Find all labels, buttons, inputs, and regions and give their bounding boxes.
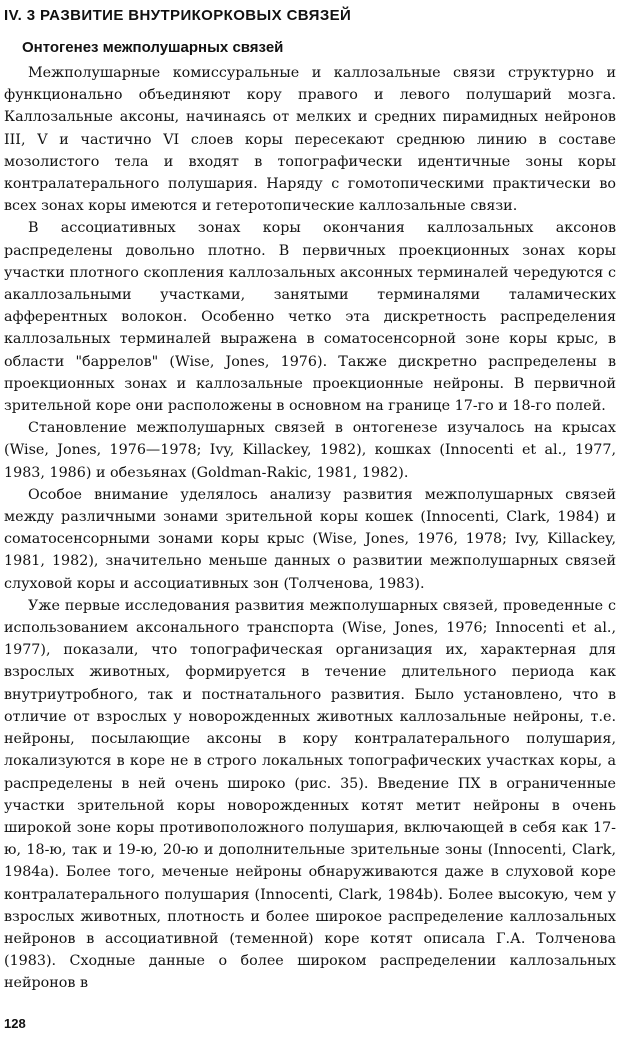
paragraph: Уже первые исследования развития межполушарных связей, проведенные с использованием аксонального транспорта (Wise, Jones, 1976; Innocenti et al., 1977), показали, что топографическая организация их, характерная для взрослых животных, формируется в течение длительного периода как внутриутробного, так и постнатального развития. Было установлено, что в отличие от взрослых у новорожденных животных каллозальные нейроны, т.е. нейроны, посылающие аксоны в кору контралатерального полушария, локализуются в коре не в строго локальных топографических участках коры, а распределены в ней очень широко (рис. 35). Введение ПХ в ограниченные участки зрительной коры новорожденных котят метит нейроны в очень широкой зоне коры противоположного полушария, включающей в себя как 17-ю, 18-ю, так и 19-ю, 20-ю и дополнительные зрительные зоны (Innocenti, Clark, 1984a). Более того, меченые нейроны обнаруживаются даже в слуховой коре контралатерального полушария (Innocenti, Clark, 1984b). Более высокую, чем у взрослых животных, плотность и более широкое распределение каллозальных нейронов в ассоциативной (теменной) коре котят описала Г.А. Толченова (1983). Сходные данные о более широком распределении каллозальных нейронов в [4,597,616,992]
paragraph: В ассоциативных зонах коры окончания каллозальных аксонов распределены довольно плотно. В первичных проекционных зонах коры участки плотного скопления каллозальных аксонных терминалей чередуются с акаллозальными участками, занятыми терминалями таламических афферентных волокон. Особенно четко эта дискретность распределения каллозальных терминалей выражена в соматосенсорной зоне коры крыс, в области "баррелов" (Wise, Jones, 1976). Также дискретно распределены в проекционных зонах и каллозальные проекционные нейроны. В первичной зрительной коре они расположены в основном на границе 17-го и 18-го полей. [4,220,616,415]
body-text [4,62,616,995]
paragraph: Особое внимание уделялось анализу развития межполушарных связей между различными зонами зрительной коры кошек (Innocenti, Clark, 1984) и соматосенсорными зонами коры крыс (Wise, Jones, 1976, 1978; Ivy, Killackey, 1981, 1982), значительно меньше данных о развитии межполушарных связей слуховой коры и ассоциативных зон (Толченова, 1983). [4,486,616,592]
paragraph: Становление межполушарных связей в онтогенезе изучалось на крысах (Wise, Jones, 1976—1978; Ivy, Killackey, 1982), кошках (Innocenti et al., 1977, 1983, 1986) и обезьянах (Goldman-Rakic, 1981, 1982). [4,420,616,481]
chapter-title: IV. 3 РАЗВИТИЕ ВНУТРИКОРКОВЫХ СВЯЗЕЙ [4,7,352,24]
page-number: 128 [4,1016,26,1031]
paragraph: Межполушарные комиссуральные и каллозальные связи структурно и функционально объединяют кору правого и левого полушарий мозга. Каллозальные аксоны, начинаясь от мелких и средних пирамидных нейронов III, V и частично VI слоев коры пересекают среднюю линию в составе мозолистого тела и входят в топографически идентичные зоны коры контралатерального полушария. Наряду с гомотопическими практически во всех зонах коры имеются и гетеротопические каллозальные связи. [4,65,616,215]
section-title: Онтогенез межполушарных связей [22,39,284,56]
